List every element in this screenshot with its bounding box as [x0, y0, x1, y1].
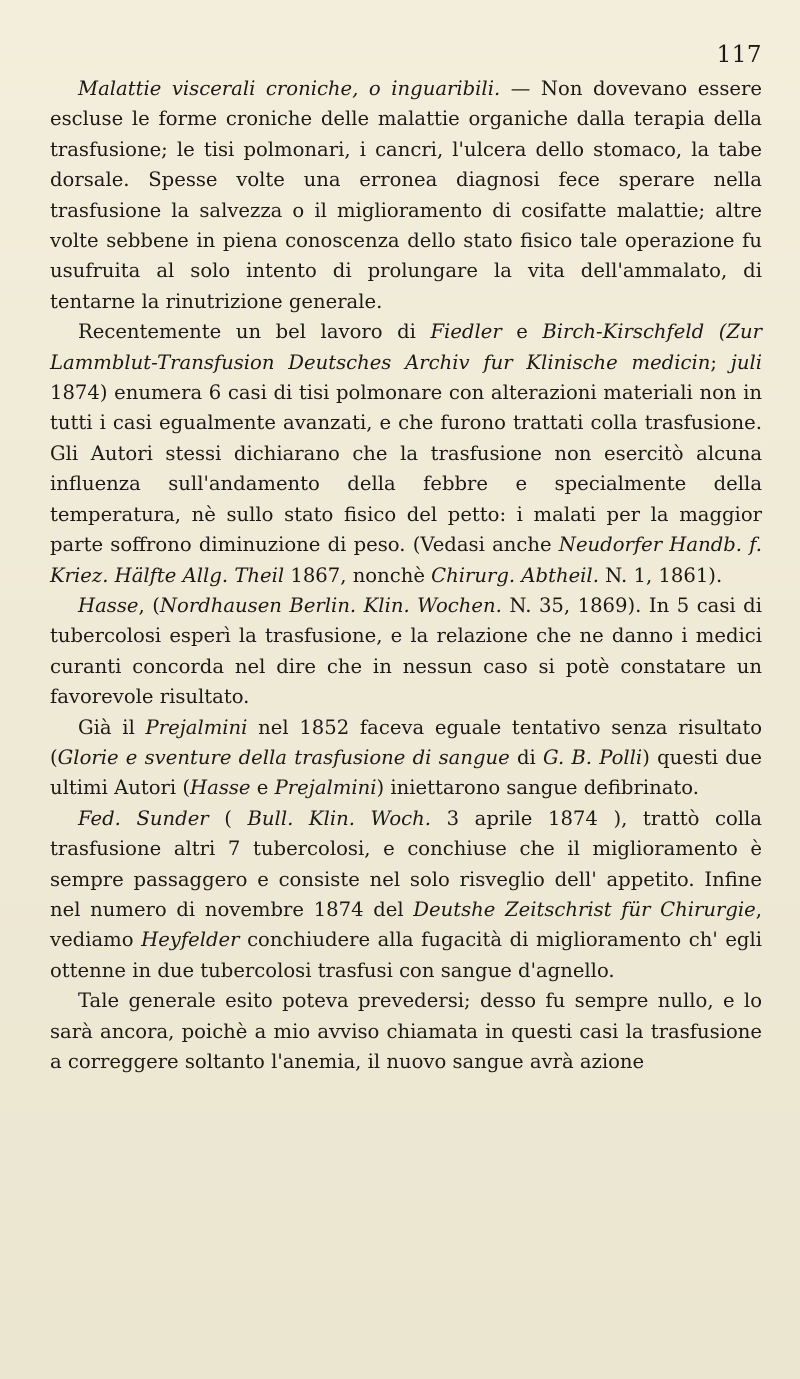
italic-run: Nordhausen Berlin. Klin. Wochen. — [159, 593, 502, 617]
text-run: , vediamo — [50, 897, 763, 952]
text-run: — Non dovevano essere escluse le forme croniche delle malattie organiche dalla terapia della trasfusione; le tisi polmonari, i cancri, l'ulcera dello stomaco, la tabe dorsale. Spesse volte una erronea diagnosi fece sperare nella trasfusione la salvezza o il miglioramento di cosifatte malattie; altre volte sebbene in piena conoscenza dello stato fisico tale operazione fu usufruita al solo intento di prolungare la vita dell'ammalato, di tentarne la rinutrizione generale. — [50, 77, 762, 313]
paragraph — [50, 986, 762, 1077]
text-run: Recentemente un bel lavoro di — [78, 320, 431, 344]
italic-run: Bull. Klin. Woch. — [247, 806, 431, 830]
italic-run: Glorie e sventure della trasfusione di sangue — [57, 745, 510, 769]
italic-run: Fiedler — [430, 320, 502, 344]
paragraph — [50, 591, 762, 713]
italic-run: juli — [730, 350, 762, 374]
italic-run: Prejalmini — [274, 776, 377, 800]
text-run: N. 1, 1861). — [598, 563, 723, 587]
body-text — [50, 74, 762, 1077]
text-run: ( — [208, 806, 248, 830]
text-run: di — [509, 745, 543, 769]
page-number: 117 — [716, 42, 762, 68]
paragraph — [50, 804, 762, 986]
paragraph — [50, 713, 762, 804]
text-run: 3 aprile 1874 ), trattò colla trasfusione altri 7 tubercolosi, e conchiuse che il miglioramento è sempre passaggero e consiste nel solo risveglio dell' appetito. Infine nel numero di novembre 1874 del — [50, 806, 762, 921]
italic-run: Prejalmini — [145, 715, 248, 739]
paragraph — [50, 317, 762, 591]
italic-run: Birch-Kirschfeld (Zur Lammblut-Transfusion Deutsches Archiv fur Klinische medicin — [50, 320, 763, 374]
text-run: conchiudere alla fugacità di miglioramento ch' egli ottenne in due tubercolosi trasfusi con sangue d'agnello. — [50, 928, 763, 982]
text-run: ) iniettarono sangue defibrinato. — [376, 776, 699, 800]
italic-run: Malattie viscerali croniche, o inguaribili. — [78, 77, 501, 100]
italic-run: Hasse — [190, 776, 251, 800]
text-run: , ( — [138, 593, 160, 617]
paragraph — [50, 74, 762, 317]
text-run: ) questi due ultimi Autori ( — [50, 745, 762, 800]
italic-run: Deutshe Zeitschrist für Chirurgie — [413, 897, 756, 921]
italic-run: Neudorfer Handb. f. Kriez. Hälfte Allg. Theil — [50, 533, 763, 587]
text-run: Tale generale esito poteva prevedersi; desso fu sempre nullo, e lo sarà ancora, poichè a mio avviso chiamata in questi casi la trasfusione a correggere soltanto l'anemia, il nuovo sangue avrà azione — [50, 989, 762, 1073]
text-run: N. 35, 1869). In 5 casi di tubercolosi esperì la trasfusione, e la relazione che ne danno i medici curanti concorda nel dire che in nessun caso si potè constatare un favorevole risultato. — [50, 593, 762, 709]
text-run: e — [250, 776, 275, 800]
text-run: Già il — [78, 715, 146, 739]
text-run: e — [501, 320, 543, 344]
italic-run: Fed. Sunder — [78, 806, 209, 830]
italic-run: Hasse — [78, 593, 139, 617]
text-run: ; — [710, 350, 731, 374]
text-run: 1867, nonchè — [284, 563, 432, 587]
text-run: nel 1852 faceva eguale tentativo senza risultato ( — [50, 715, 762, 769]
italic-run: Chirurg. Abtheil. — [431, 563, 599, 587]
italic-run: Heyfelder — [141, 928, 240, 952]
italic-run: G. B. Polli — [542, 745, 643, 769]
text-run: 1874) enumera 6 casi di tisi polmonare con alterazioni materiali non in tutti i casi egualmente avanzati, e che furono trattati colla trasfusione. Gli Autori stessi dichiarano che la trasfusione non esercitò alcuna influenza sull'andamento della febbre e specialmente della temperatura, nè sullo stato fisico del petto: i malati per la maggior parte soffrono diminuzione di peso. (Vedasi anche — [50, 381, 762, 557]
